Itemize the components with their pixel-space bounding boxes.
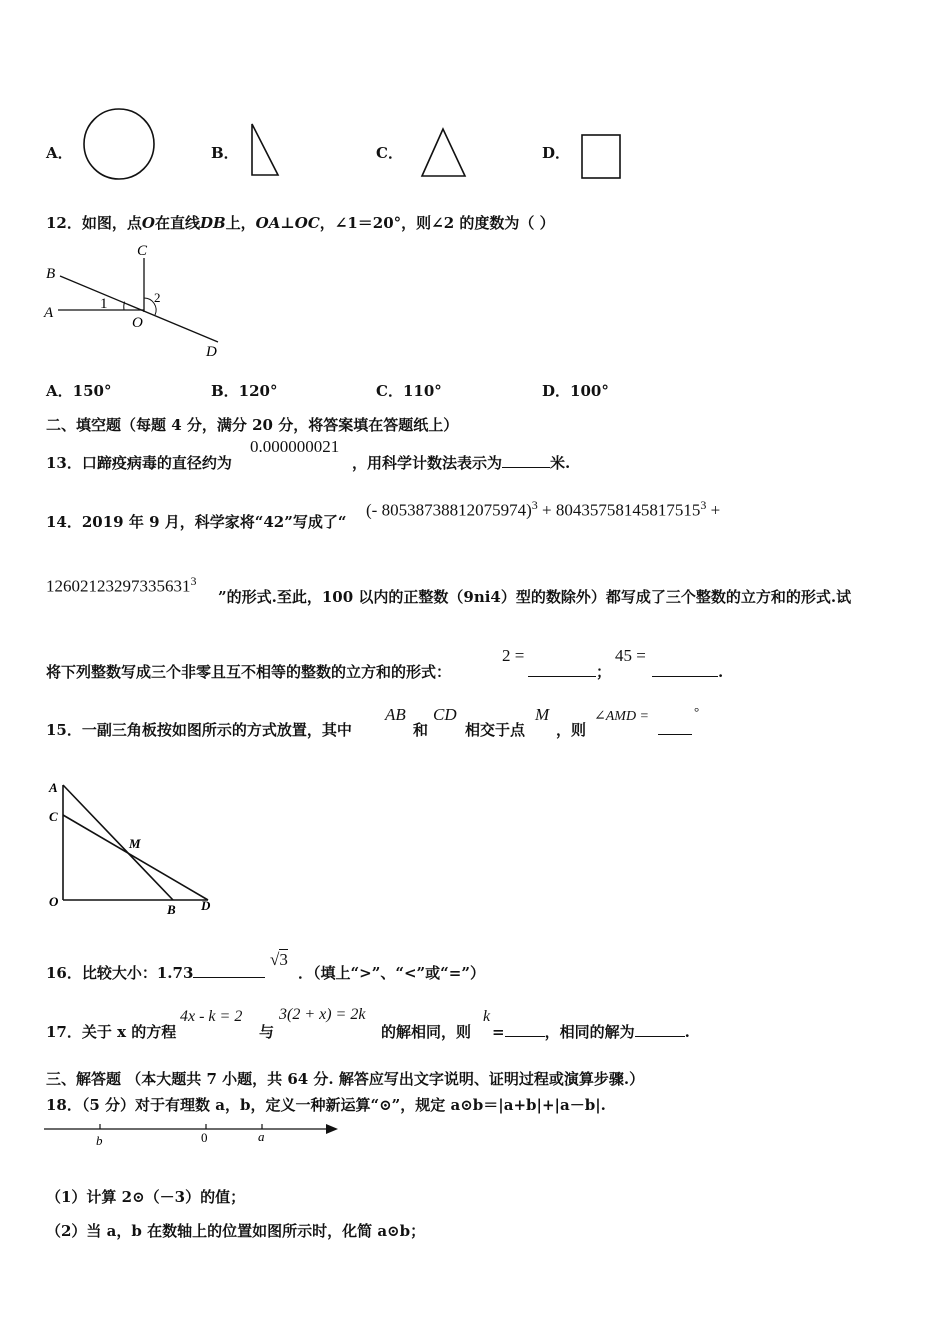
q14-answer-blank-2[interactable] <box>652 661 718 677</box>
q14-eq2: 45 = <box>615 646 646 665</box>
right-triangle-shape <box>252 124 278 175</box>
q13-value: 0.000000021 <box>250 437 340 456</box>
q15-figure <box>40 770 230 920</box>
label-o: O <box>49 894 59 909</box>
label-c: C <box>49 809 58 824</box>
q15-cd: CD <box>433 705 457 724</box>
label-d: D <box>201 898 211 913</box>
q12-option-a: A．150° <box>46 382 112 400</box>
q14-term3: 12602123297335631$^3$ <box>46 574 197 596</box>
q15-degree: ° <box>694 704 700 719</box>
equilateral-triangle-shape <box>422 129 465 176</box>
q18-part2: （2）当 a，b 在数轴上的位置如图所示时，化简 a⊙b； <box>46 1222 426 1240</box>
line-cd <box>63 815 208 900</box>
section2-title: 二、填空题（每题 4 分，满分 20 分，将答案填在答题纸上） <box>46 416 459 434</box>
q17-eq1: 4x - k = 2 <box>180 1008 243 1025</box>
q14-line1-pre: 14．2019 年 9 月，科学家将“42”写成了“ <box>46 513 347 531</box>
q14-expression: (- $80538738812075974)^3 + 80435758145817515^3$ + <box>366 498 721 520</box>
circle-shape <box>84 109 154 179</box>
arrow-head-icon <box>326 1124 338 1134</box>
line-bd <box>60 276 218 342</box>
q11-option-c-label: C． <box>376 144 403 162</box>
label-b: b <box>96 1133 103 1148</box>
q14-answer-blank-1[interactable] <box>528 661 596 677</box>
label-a: a <box>258 1129 265 1144</box>
q12-option-d: D．100° <box>542 382 609 400</box>
label-c: C <box>137 243 148 259</box>
q13-pre: 13．口蹄疫病毒的直径约为 <box>46 454 232 472</box>
q18-part1: （1）计算 2⊙（－3）的值； <box>46 1188 246 1206</box>
q17-k: k <box>483 1008 491 1025</box>
q13-post: ，用科学计数法表示为 米. <box>352 454 571 472</box>
q12-option-c: C．110° <box>376 382 442 400</box>
q16-pre: 16．比较大小：1.73 <box>46 962 265 983</box>
q18-number-line <box>40 1117 350 1151</box>
q15-m: M <box>535 705 550 724</box>
q17-rest: = ，相同的解为 . <box>492 1023 690 1041</box>
label-m: M <box>129 836 141 851</box>
q11-option-a-label: A． <box>46 144 73 162</box>
q12-option-b: B．120° <box>211 382 278 400</box>
square-shape <box>582 135 620 178</box>
q11-square-figure <box>578 130 626 182</box>
label-angle-1: 1 <box>100 296 108 312</box>
label-d: D <box>206 344 217 360</box>
q16-answer-blank[interactable] <box>193 962 265 978</box>
q14-line3-pre: 将下列整数写成三个非零且互不相等的整数的立方和的形式： <box>46 663 452 681</box>
q17-mid: 的解相同，则 <box>381 1023 472 1041</box>
q14-blank1-wrap: ； <box>528 661 611 682</box>
line-ab <box>63 785 173 900</box>
label-angle-2: 2 <box>154 290 161 305</box>
q17-answer-blank-2[interactable] <box>635 1021 685 1037</box>
q11-option-b-label: B． <box>211 144 239 162</box>
label-zero: 0 <box>201 1130 208 1145</box>
q11-circle-figure <box>80 106 160 182</box>
q15-mid: 相交于点 <box>465 721 526 739</box>
label-b: B <box>46 266 56 282</box>
q15-and: 和 <box>413 721 429 739</box>
q12-figure <box>40 238 230 364</box>
q15-blank-wrap <box>658 719 692 739</box>
q14-blank2-wrap: . <box>652 661 723 681</box>
q15-pre: 15．一副三角板按如图所示的方式放置，其中 <box>46 721 352 739</box>
label-a: A <box>49 780 58 795</box>
q17-with: 与 <box>259 1023 275 1041</box>
q15-ab: AB <box>385 705 406 724</box>
q15-angle: ∠AMD = <box>594 709 650 724</box>
q15-answer-blank[interactable] <box>658 719 692 735</box>
q13-answer-blank[interactable] <box>502 452 550 468</box>
label-a: A <box>44 305 54 321</box>
angle-1-arc <box>124 302 125 310</box>
q14-eq1: 2 = <box>502 646 525 665</box>
q16-sqrt3: √3 <box>270 950 288 969</box>
q17-answer-blank-1[interactable] <box>505 1021 545 1037</box>
q17-eq2: 3(2 + x) = 2k <box>279 1006 366 1023</box>
q15-then: ，则 <box>556 721 587 739</box>
q17-pre: 17．关于 x 的方程 <box>46 1023 177 1041</box>
q14-line2-post: ”的形式.至此，100 以内的正整数（9ni4）型的数除外）都写成了三个整数的立方和的形式.试 <box>218 588 852 606</box>
q11-option-d-label: D． <box>542 144 571 162</box>
q18-stem: 18．（5 分）对于有理数 a，b，定义一种新运算“⊙”，规定 a⊙b＝|a+b|+|a－b|. <box>46 1096 606 1114</box>
q11-right-triangle-figure <box>245 120 285 180</box>
q11-triangle-figure <box>415 124 473 180</box>
section3-title: 三、解答题 （本大题共 7 小题，共 64 分. 解答应写出文字说明、证明过程或演算步骤.） <box>46 1070 645 1088</box>
q16-post: ．（填上“>”、“<”或“=”） <box>298 964 485 982</box>
label-b: B <box>167 902 176 917</box>
q12-stem: 12．如图，点O在直线DB上，OA⊥OC，∠1＝20°，则∠2 的度数为（ ） <box>46 214 555 232</box>
label-o: O <box>132 315 143 331</box>
